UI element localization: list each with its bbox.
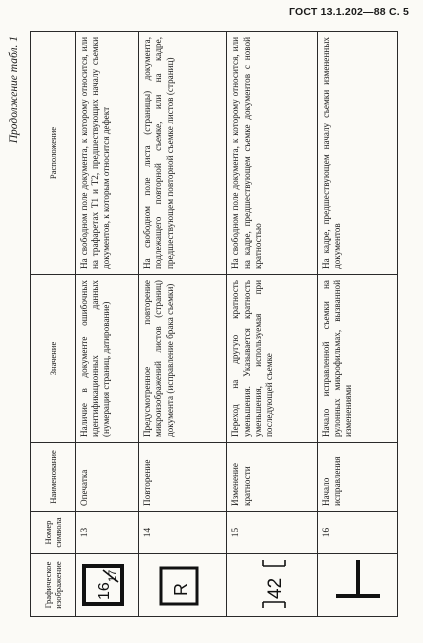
symbol-cell [227,554,317,617]
repeat-symbol-icon [139,553,223,616]
header-graphic: Графическое изображение [31,554,76,617]
repeat-symbol-text: R [171,583,192,596]
header-meaning: Значение [31,275,76,443]
symbol-placement: На кадре, предшествующем началу съемки измененных документов [317,32,397,275]
scale-change-symbol-icon [227,553,313,616]
table-row [317,32,397,617]
symbol-cell [317,554,397,617]
symbol-number: 16 [317,512,397,554]
symbol-name: Начало исправления [317,443,397,512]
scale-change-symbol-text: 42 [265,577,287,599]
correction-start-symbol-icon [318,553,394,616]
symbols-table [30,31,398,617]
typo-symbol-text-b: 17 [107,569,119,582]
symbol-number: 14 [139,512,227,554]
typo-symbol-icon [76,553,135,616]
symbol-placement: На свободном поле документа, к которому относится, или на трафаретах Т1 и Т2, предшествующих началу съемки документов, к которым относится дефект [76,32,139,275]
table-row [139,32,227,617]
symbol-cell [76,554,139,617]
symbol-placement: На свободном поле документа, к которому относится, или на кадре, предшествующем съемке документов с новой кратностью [227,32,317,275]
symbol-meaning: Переход на другую кратность уменьшения. Указывается кратность уменьшения, используемая при последующей съемке [227,275,317,443]
table-header-row [31,32,76,617]
header-name: Наименование [31,443,76,512]
typo-symbol-text-a: 16 [96,582,113,600]
header-placement: Расположение [31,32,76,275]
rotated-page-content [8,32,408,617]
header-number: Номер символа [31,512,76,554]
symbol-name: Опечатка [76,443,139,512]
symbol-number: 15 [227,512,317,554]
symbol-cell [139,554,227,617]
symbol-meaning: Предусмотренное повторение микроизображений листов (страниц) документа (исправление брака съемки) [139,275,227,443]
table-row [76,32,139,617]
symbol-name: Изменение кратности [227,443,317,512]
symbol-placement: На свободном поле листа (страницы) документа, подлежащего повторной съемке, или на кадре, предшествующем повторной съемке листов (страниц) [139,32,227,275]
symbol-number: 13 [76,512,139,554]
page-header: ГОСТ 13.1.202—88 С. 5 [288,6,409,18]
table-continuation-caption: Продолжение табл. 1 [8,36,20,144]
symbol-meaning: Начало исправленной съемки на рулонных микрофильмах, вызванной изменениями [317,275,397,443]
symbol-meaning: Наличие в документе ошибочных идентификационных данных (нумерация страниц, датирование) [76,275,139,443]
table-row [227,32,317,617]
symbol-name: Повторение [139,443,227,512]
